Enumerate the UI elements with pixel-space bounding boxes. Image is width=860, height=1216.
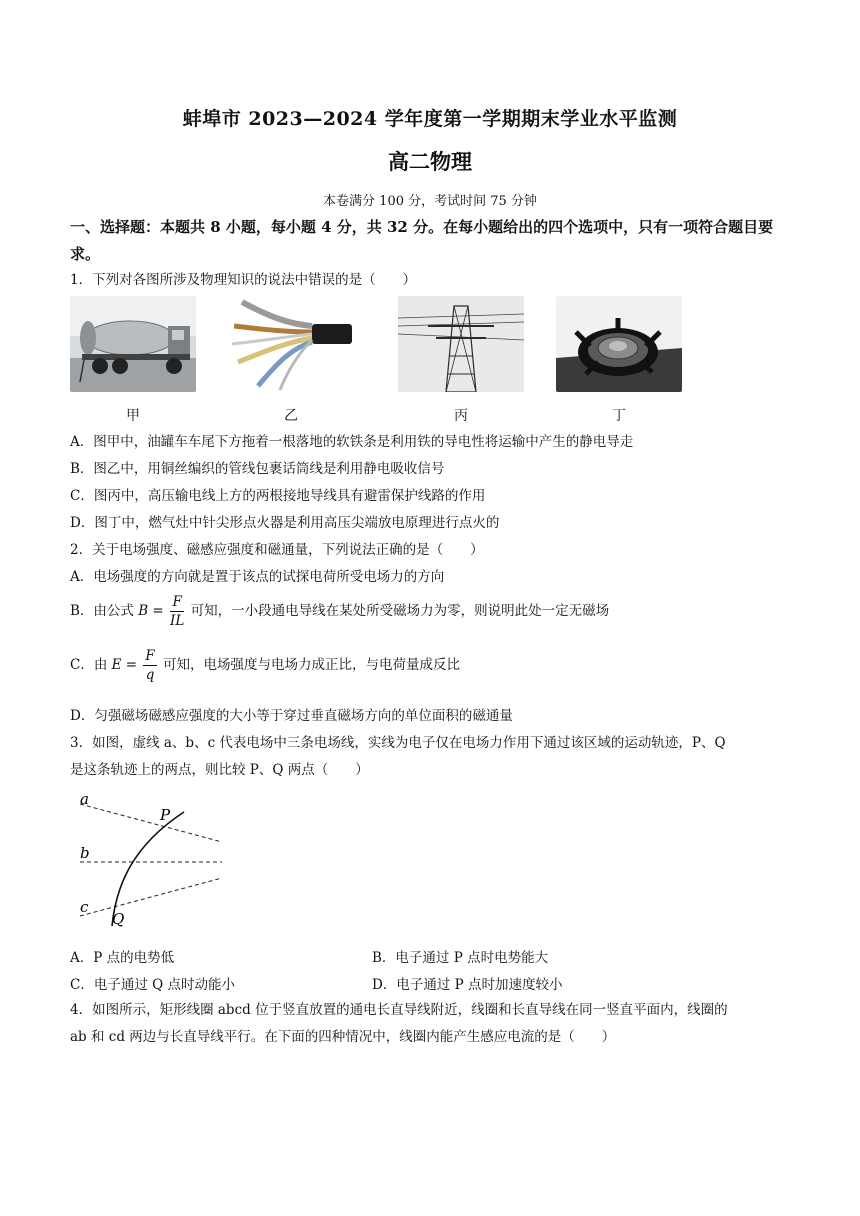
exam-title: 蚌埠市 2023—2024 学年度第一学期期末学业水平监测 bbox=[182, 108, 678, 130]
q2-option-c: C．由 E = $\frac{F}{q}$ 可知，电场强度与电场力成正比，与电荷量成反比 bbox=[70, 648, 461, 683]
q2-option-b-denominator: IL bbox=[170, 613, 185, 629]
q1-photo-power-pylon bbox=[398, 296, 524, 392]
q2-option-b-lhs: B bbox=[138, 603, 149, 619]
q3-label-b: b bbox=[80, 844, 90, 862]
q3-field-line-diagram bbox=[72, 790, 230, 930]
q1-option-b: B．图乙中，用铜丝编织的管线包裹话筒线是利用静电吸收信号 bbox=[70, 461, 445, 477]
q1-option-c: C．图丙中，高压输电线上方的两根接地导线具有避雷保护线路的作用 bbox=[70, 488, 486, 504]
q1-photo-braided-cable bbox=[228, 296, 354, 392]
q2-option-c-denominator: q bbox=[145, 667, 155, 683]
q3-label-c: c bbox=[80, 898, 89, 916]
q2-option-c-prefix: C．由 bbox=[70, 657, 112, 673]
q2-option-c-fraction bbox=[143, 647, 156, 684]
q1-stem: 1．下列对各图所涉及物理知识的说法中错误的是（ ） bbox=[70, 272, 417, 288]
q1-option-a: A．图甲中，油罐车车尾下方拖着一根落地的软铁条是利用铁的导电性将运输中产生的静电导走 bbox=[70, 434, 634, 450]
q2-option-c-text: 可知，电场强度与电场力成正比，与电荷量成反比 bbox=[158, 657, 461, 673]
exam-info: 本卷满分 100 分，考试时间 75 分钟 bbox=[323, 194, 537, 209]
q3-option-a: A．P 点的电势低 bbox=[70, 950, 175, 966]
q3-field-line-c bbox=[80, 878, 222, 916]
q1-photo-tanker-truck bbox=[70, 296, 196, 392]
q2-stem: 2．关于电场强度、磁感应强度和磁通量，下列说法正确的是（ ） bbox=[70, 542, 484, 558]
q2-option-b-text: 可知，一小段通电导线在某处所受磁场力为零，则说明此处一定无磁场 bbox=[186, 603, 610, 619]
q1-photo-gas-stove bbox=[556, 296, 682, 392]
q2-option-b: B．由公式 B = $\frac{F}{IL}$ 可知，一小段通电导线在某处所受磁场力为零，则说明此处一定无磁场 bbox=[70, 594, 610, 629]
q4-stem-line2: ab 和 cd 两边与长直导线平行。在下面的四种情况中，线圈内能产生感应电流的是（ ） bbox=[70, 1029, 616, 1045]
q1-caption-bing: 丙 bbox=[454, 408, 468, 424]
q3-stem-line1: 3．如图，虚线 a、b、c 代表电场中三条电场线，实线为电子仅在电场力作用下通过该区域的运动轨迹，P、Q bbox=[70, 735, 726, 751]
q3-trajectory bbox=[112, 812, 184, 926]
q3-stem-line2: 是这条轨迹上的两点，则比较 P、Q 两点（ ） bbox=[70, 762, 369, 778]
q1-caption-jia: 甲 bbox=[126, 408, 140, 424]
q4-stem-line1: 4．如图所示，矩形线圈 abcd 位于竖直放置的通电长直导线附近，线圈和长直导线在同一竖直平面内，线圈的 bbox=[70, 1002, 728, 1018]
q3-option-c: C．电子通过 Q 点时动能小 bbox=[70, 977, 235, 993]
q3-option-d: D．电子通过 P 点时加速度较小 bbox=[372, 977, 563, 993]
q3-label-q: Q bbox=[112, 910, 125, 928]
q3-field-line-a bbox=[80, 804, 222, 842]
q2-option-b-numerator: F bbox=[170, 593, 184, 612]
q2-option-c-lhs: E bbox=[111, 657, 122, 673]
q2-option-b-fraction bbox=[170, 593, 184, 630]
q1-caption-ding: 丁 bbox=[612, 408, 626, 424]
section-heading: 一、选择题：本题共 8 小题，每小题 4 分，共 32 分。在每小题给出的四个选项中，只有一项符合题目要求。 bbox=[70, 218, 774, 263]
q3-label-p: P bbox=[160, 806, 171, 824]
q2-option-b-prefix: B．由公式 bbox=[70, 603, 139, 619]
exam-subject: 高二物理 bbox=[388, 149, 472, 174]
q2-option-d: D．匀强磁场磁感应强度的大小等于穿过垂直磁场方向的单位面积的磁通量 bbox=[70, 708, 513, 724]
q2-option-c-numerator: F bbox=[145, 648, 155, 664]
q3-label-a: a bbox=[80, 790, 89, 808]
q2-option-a: A．电场强度的方向就是置于该点的试探电荷所受电场力的方向 bbox=[70, 569, 445, 585]
q1-caption-yi: 乙 bbox=[284, 408, 298, 424]
q3-option-b: B．电子通过 P 点时电势能大 bbox=[372, 950, 549, 966]
q1-option-d: D．图丁中，燃气灶中针尖形点火器是利用高压尖端放电原理进行点火的 bbox=[70, 515, 500, 531]
